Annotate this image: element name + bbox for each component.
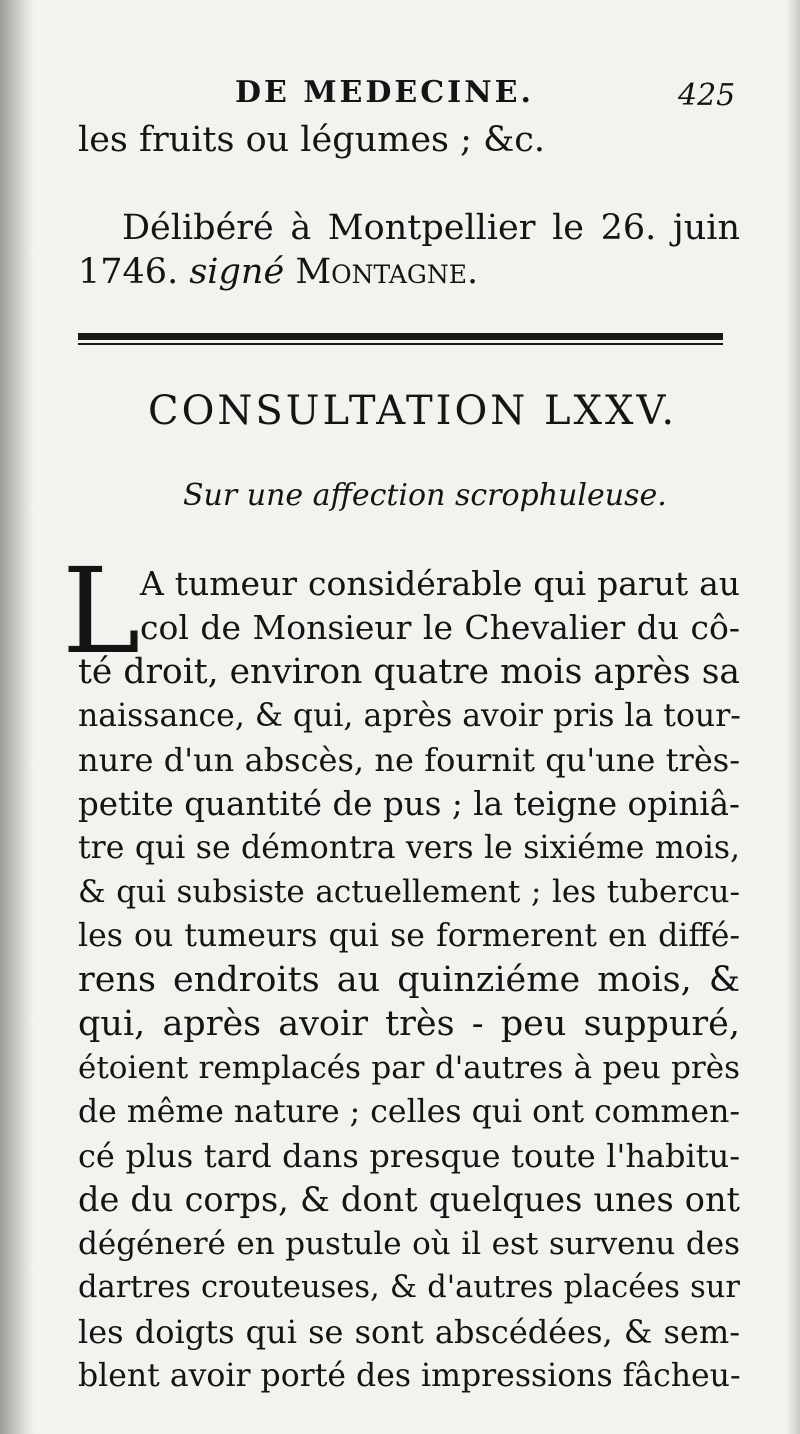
body-line: col de Monsieur le Chevalier du cô-: [140, 608, 740, 647]
body-line: naissance, & qui, après avoir pris la tour-: [78, 698, 741, 734]
body-line: les ou tumeurs qui se formerent en diffé-: [78, 918, 740, 954]
body-line: té droit, environ quatre mois après sa: [78, 652, 740, 692]
body-line: dégéneré en pustule où il est survenu des: [78, 1226, 740, 1262]
body-line: qui, après avoir très - peu suppuré,: [78, 1004, 740, 1044]
body-line: étoient remplacés par d'autres à peu près: [78, 1050, 740, 1086]
running-head: DE MEDECINE.: [235, 75, 534, 110]
page-number: 425: [678, 78, 736, 113]
drop-cap: L: [62, 542, 141, 680]
body-line: nure d'un abscès, ne fournit qu'une très-: [78, 741, 740, 779]
body-line: petite quantité de pus ; la teigne opiniâ-: [78, 785, 740, 823]
page-edge: [786, 0, 800, 1434]
rule-thin: [78, 343, 723, 345]
gutter-shadow: [0, 0, 34, 1434]
consultation-subtitle: Sur une affection scrophuleuse.: [183, 478, 667, 513]
body-line: de même nature ; celles qui ont commen-: [78, 1094, 740, 1130]
body-line: blent avoir porté des impressions fâcheu-: [78, 1358, 741, 1394]
signature-line: Délibéré à Montpellier le 26. juin: [122, 208, 740, 248]
body-line: & qui subsiste actuellement ; les tubercu-: [78, 874, 740, 910]
body-line: les doigts qui se sont abscédées, & sem-: [78, 1313, 740, 1351]
body-line: A tumeur considérable qui parut au: [140, 564, 740, 603]
body-line: cé plus tard dans presque toute l'habitu-: [78, 1137, 740, 1175]
signer-name: Montagne.: [295, 252, 479, 292]
body-line: tre qui se démontra vers le sixiéme mois,: [78, 830, 740, 866]
body-line: dartres crouteuses, & d'autres placées sur: [78, 1270, 740, 1305]
section-divider-rule: [78, 330, 723, 348]
rule-thick: [78, 333, 723, 340]
signed-label: signé: [189, 252, 285, 292]
signature-date: 1746.: [78, 252, 179, 292]
text-line: les fruits ou légumes ; &c.: [78, 120, 545, 160]
consultation-title: CONSULTATION LXXV.: [148, 388, 678, 434]
body-line: rens endroits au quinziéme mois, &: [78, 960, 740, 1000]
signature-date-line: [78, 250, 478, 294]
body-line: de du corps, & dont quelques unes ont: [78, 1180, 740, 1219]
